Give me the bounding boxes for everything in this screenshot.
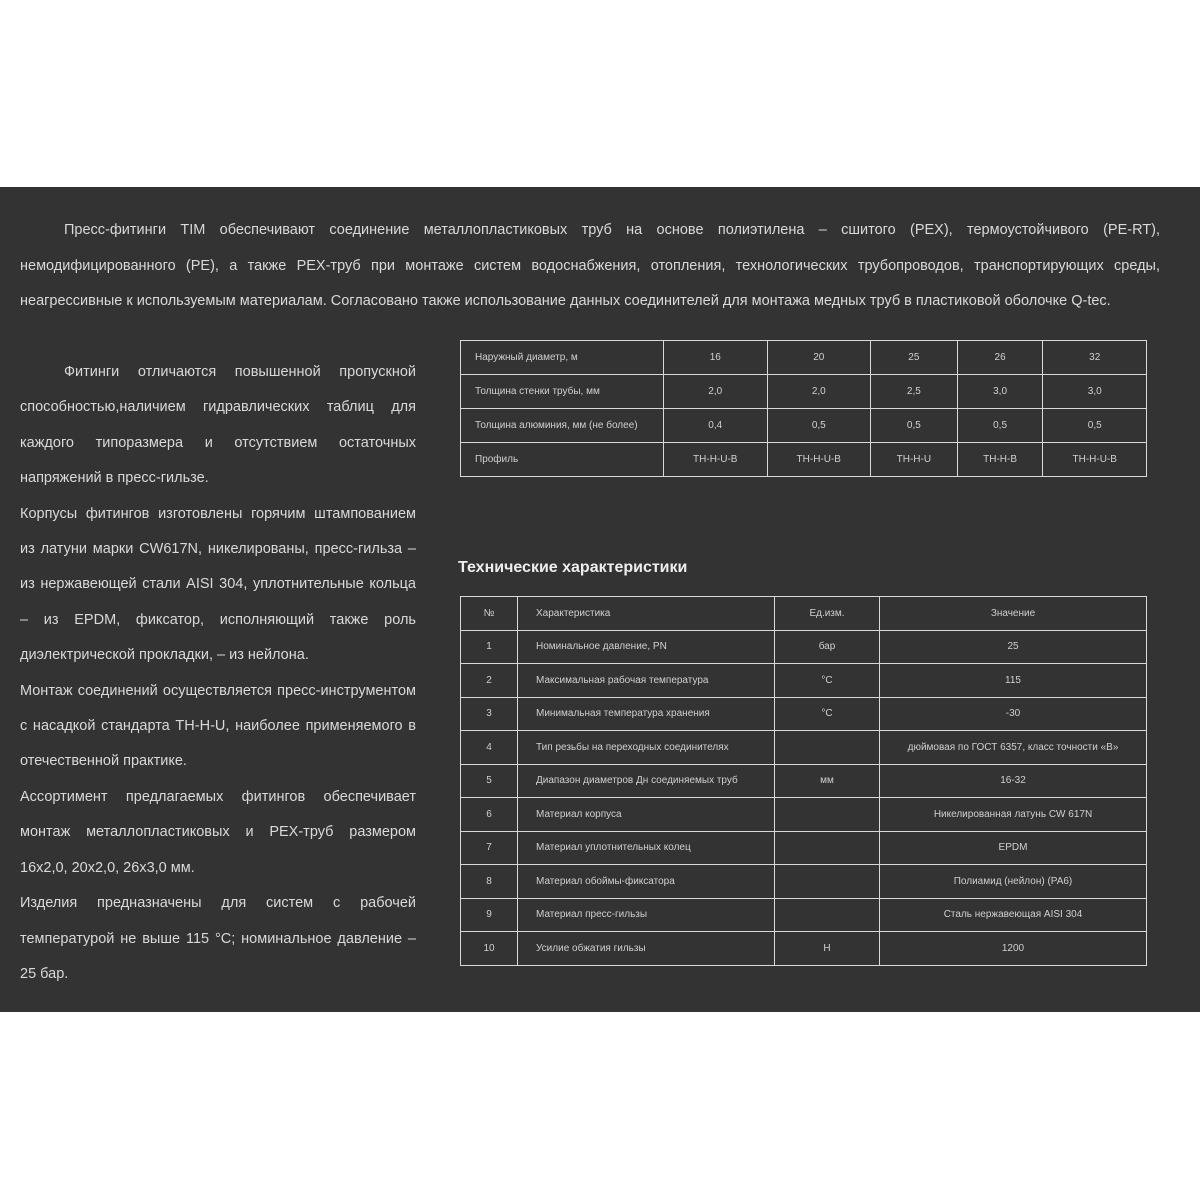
row-characteristic: Диапазон диаметров Дн соединяемых труб xyxy=(518,764,775,798)
pipe-dimensions-table xyxy=(460,340,1147,477)
row-number: 9 xyxy=(461,898,518,932)
header-value: Значение xyxy=(880,597,1147,631)
row-label: Наружный диаметр, м xyxy=(461,341,664,375)
table-cell: 0,5 xyxy=(767,409,871,443)
row-number: 8 xyxy=(461,865,518,899)
content-panel xyxy=(0,187,1200,1012)
row-number: 5 xyxy=(461,764,518,798)
table-header-row xyxy=(461,597,1147,631)
row-value: 16-32 xyxy=(880,764,1147,798)
row-characteristic: Материал обоймы-фиксатора xyxy=(518,865,775,899)
row-number: 4 xyxy=(461,731,518,765)
header-characteristic: Характеристика xyxy=(518,597,775,631)
row-value: 25 xyxy=(880,630,1147,664)
table-cell: TH-H-B xyxy=(957,443,1043,477)
row-unit xyxy=(775,831,880,865)
row-characteristic: Материал корпуса xyxy=(518,798,775,832)
intro-paragraph xyxy=(20,213,1160,320)
row-value: EPDM xyxy=(880,831,1147,865)
row-characteristic: Минимальная температура хранения xyxy=(518,697,775,731)
row-value: -30 xyxy=(880,697,1147,731)
table-cell: TH-H-U-B xyxy=(664,443,768,477)
table-cell: 0,5 xyxy=(871,409,958,443)
row-unit xyxy=(775,865,880,899)
table-row xyxy=(461,831,1147,865)
row-unit: °C xyxy=(775,697,880,731)
table-row xyxy=(461,664,1147,698)
table-cell: 2,0 xyxy=(767,375,871,409)
intro-text: Пресс-фитинги TIM обеспечивают соединение металлопластиковых труб на основе полиэтилена – сшитого (PEX), термоустойчивого (PE-RT), немодифицированного (PE), а также PEX-труб при монтаже систем водоснабжения, отопления, технологических трубопроводов, транспортирующих среды, неагрессивные к используемым материалам. Согласовано также использование данных соединителей для монтажа медных труб в пластиковой оболочке Q-tec. xyxy=(20,222,1160,309)
row-value: дюймовая по ГОСТ 6357, класс точности «B» xyxy=(880,731,1147,765)
row-number: 10 xyxy=(461,932,518,966)
table-cell: 16 xyxy=(664,341,768,375)
description-column xyxy=(20,355,416,992)
table-cell: 2,0 xyxy=(664,375,768,409)
table-row xyxy=(461,731,1147,765)
table-cell: 25 xyxy=(871,341,958,375)
row-characteristic: Материал пресс-гильзы xyxy=(518,898,775,932)
header-number: № xyxy=(461,597,518,631)
table-cell: 0,5 xyxy=(957,409,1043,443)
tech-specs-table xyxy=(460,596,1147,966)
table-cell: 2,5 xyxy=(871,375,958,409)
row-label: Профиль xyxy=(461,443,664,477)
row-unit xyxy=(775,898,880,932)
table-cell: TH-H-U xyxy=(871,443,958,477)
table-row xyxy=(461,798,1147,832)
table-row xyxy=(461,898,1147,932)
row-label: Толщина алюминия, мм (не более) xyxy=(461,409,664,443)
tech-specs-title: Технические характеристики xyxy=(458,559,688,576)
table-row xyxy=(461,764,1147,798)
table-cell: 3,0 xyxy=(1043,375,1147,409)
table-row xyxy=(461,697,1147,731)
paragraph-assortment: Ассортимент предлагаемых фитингов обеспечивает монтаж металлопластиковых и PEX-труб размером 16х2,0, 20х2,0, 26х3,0 мм. xyxy=(20,788,416,876)
table-row xyxy=(461,932,1147,966)
table-row xyxy=(461,630,1147,664)
row-characteristic: Материал уплотнительных колец xyxy=(518,831,775,865)
row-unit xyxy=(775,798,880,832)
row-characteristic: Максимальная рабочая температура xyxy=(518,664,775,698)
paragraph-mounting: Монтаж соединений осуществляется пресс-инструментом с насадкой стандарта TH-H-U, наиболее применяемого в отечественной практике. xyxy=(20,682,416,770)
row-number: 2 xyxy=(461,664,518,698)
row-unit xyxy=(775,731,880,765)
table-cell: 3,0 xyxy=(957,375,1043,409)
row-value: Никелированная латунь CW 617N xyxy=(880,798,1147,832)
table-row xyxy=(461,375,1147,409)
row-unit: бар xyxy=(775,630,880,664)
paragraph-bodies: Корпусы фитингов изготовлены горячим штампованием из латуни марки CW617N, никелированы, пресс-гильза – из нержавеющей стали AISI 304, уплотнительные кольца – из EPDM, фиксатор, исполняющий также роль диэлектрической прокладки, – из нейлона. xyxy=(20,505,416,664)
table-row xyxy=(461,409,1147,443)
row-unit: °C xyxy=(775,664,880,698)
row-value: Полиамид (нейлон) (PA6) xyxy=(880,865,1147,899)
table-cell: 0,5 xyxy=(1043,409,1147,443)
header-unit: Ед.изм. xyxy=(775,597,880,631)
row-number: 6 xyxy=(461,798,518,832)
row-characteristic: Усилие обжатия гильзы xyxy=(518,932,775,966)
table-row xyxy=(461,443,1147,477)
row-number: 7 xyxy=(461,831,518,865)
table-row xyxy=(461,865,1147,899)
table-row xyxy=(461,341,1147,375)
table-cell: TH-H-U-B xyxy=(767,443,871,477)
row-unit: Н xyxy=(775,932,880,966)
table-cell: TH-H-U-B xyxy=(1043,443,1147,477)
row-label: Толщина стенки трубы, мм xyxy=(461,375,664,409)
table-cell: 20 xyxy=(767,341,871,375)
table-cell: 32 xyxy=(1043,341,1147,375)
row-value: 1200 xyxy=(880,932,1147,966)
paragraph-usage: Изделия предназначены для систем с рабочей температурой не выше 115 °С; номинальное давление – 25 бар. xyxy=(20,895,416,982)
row-characteristic: Номинальное давление, PN xyxy=(518,630,775,664)
paragraph-fittings: Фитинги отличаются повышенной пропускной способностью,наличием гидравлических таблиц для каждого типоразмера и отсутствием остаточных напряжений в пресс-гильзе. xyxy=(20,364,416,487)
row-unit: мм xyxy=(775,764,880,798)
table-cell: 26 xyxy=(957,341,1043,375)
row-number: 3 xyxy=(461,697,518,731)
table-cell: 0,4 xyxy=(664,409,768,443)
row-characteristic: Тип резьбы на переходных соединителях xyxy=(518,731,775,765)
row-value: 115 xyxy=(880,664,1147,698)
row-value: Сталь нержавеющая AISI 304 xyxy=(880,898,1147,932)
row-number: 1 xyxy=(461,630,518,664)
